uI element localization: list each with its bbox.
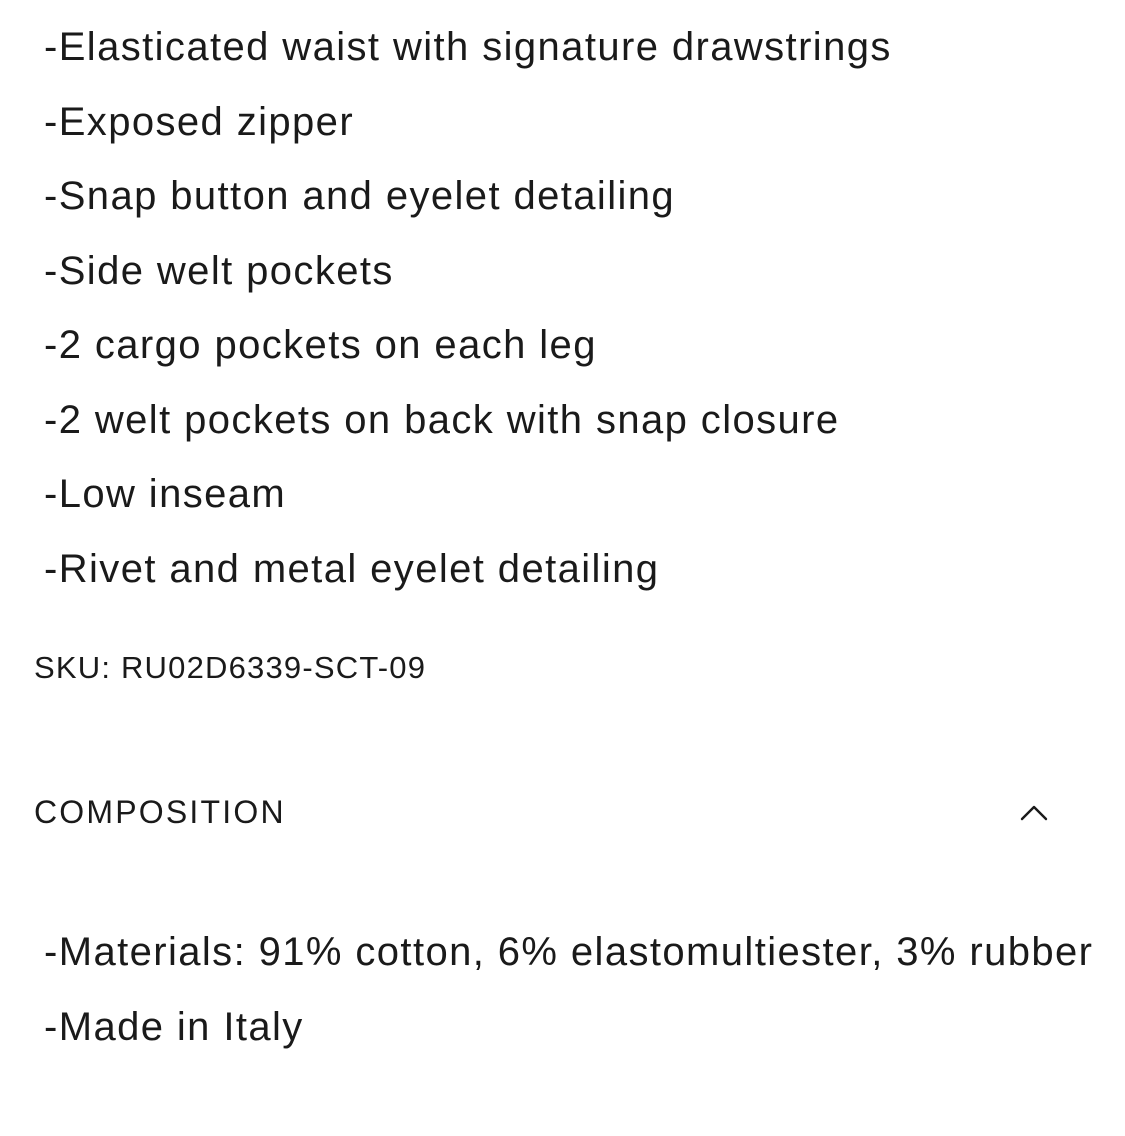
detail-item: -Low inseam: [44, 472, 287, 516]
composition-item: -Materials: 91% cotton, 6% elastomultiester, 3% rubber: [44, 930, 1094, 974]
chevron-up-icon[interactable]: [1018, 800, 1050, 824]
composition-accordion-toggle[interactable]: [0, 780, 1125, 844]
detail-item: -2 cargo pockets on each leg: [44, 323, 597, 367]
detail-item: -Side welt pockets: [44, 248, 394, 293]
detail-item: -Elasticated waist with signature drawstrings: [44, 25, 892, 69]
composition-list: [44, 915, 1104, 1064]
sku-label: SKU: RU02D6339-SCT-09: [34, 650, 427, 685]
composition-item: -Made in Italy: [44, 1004, 304, 1049]
detail-item: -2 welt pockets on back with snap closure: [44, 397, 840, 442]
detail-item: -Snap button and eyelet detailing: [44, 174, 676, 218]
detail-item: -Rivet and metal eyelet detailing: [44, 546, 660, 591]
product-details-list: [44, 10, 892, 606]
detail-item: -Exposed zipper: [44, 99, 355, 144]
composition-title: COMPOSITION: [34, 794, 286, 830]
